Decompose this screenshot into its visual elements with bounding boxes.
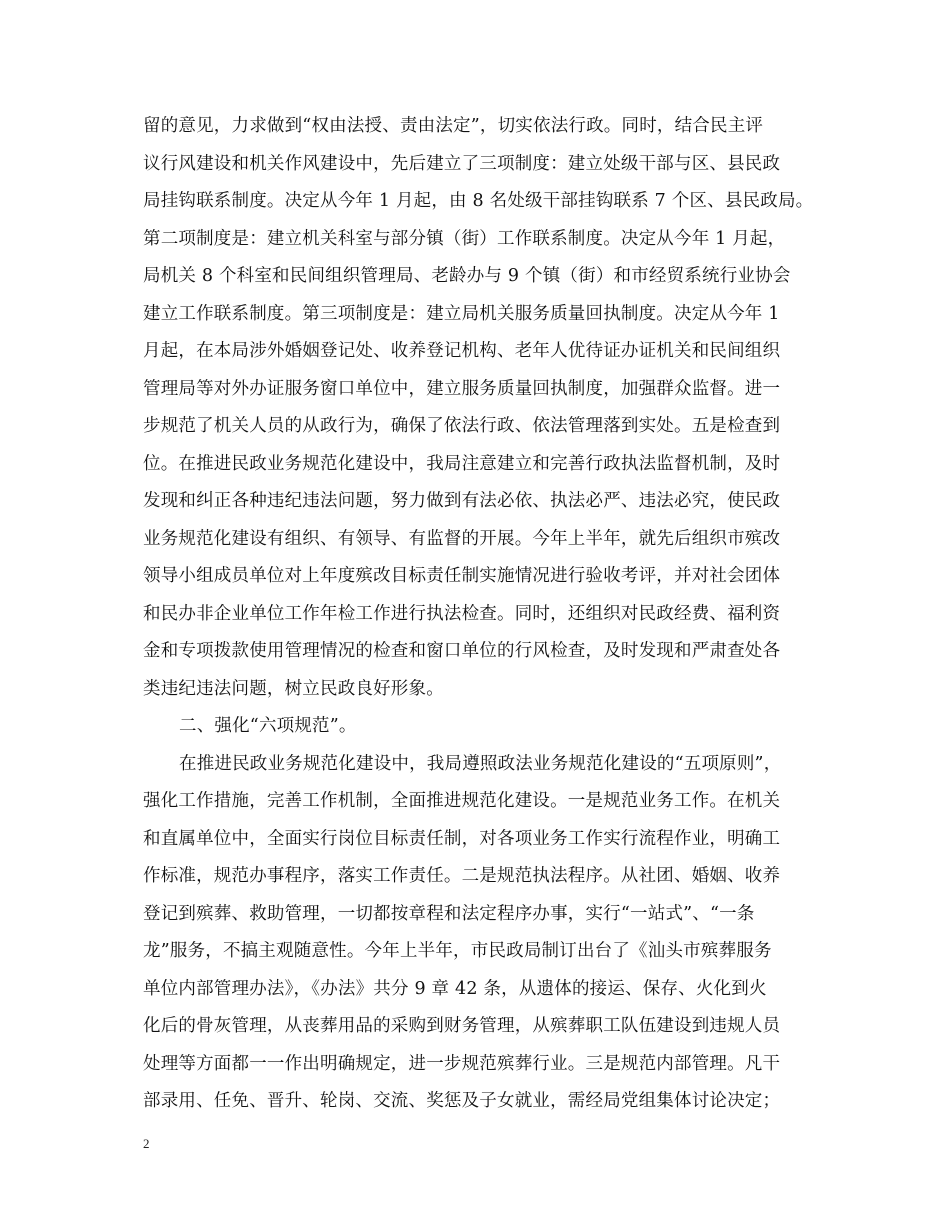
- section-heading: 二、强化“六项规范”。: [179, 716, 357, 736]
- text-line: 龙”服务，不搞主观随意性。今年上半年，市民政局制订出台了《汕头市殡葬服务: [143, 941, 772, 961]
- text-line: 化后的骨灰管理，从丧葬用品的采购到财务管理，从殡葬职工队伍建设到违规人员: [143, 1016, 781, 1036]
- text-line: 位。在推进民政业务规范化建设中，我局注意建立和完善行政执法监督机制，及时: [143, 453, 781, 474]
- page-number: 2: [143, 1136, 150, 1151]
- text-line: 强化工作措施，完善工作机制，全面推进规范化建设。一是规范业务工作。在机关: [143, 791, 781, 811]
- text-line: 登记到殡葬、救助管理，一切都按章程和法定程序办事，实行“一站式”、“一条: [143, 903, 755, 924]
- text-line: 作标准，规范办事程序，落实工作责任。二是规范执法程序。从社团、婚姻、收养: [143, 866, 781, 886]
- text-line: 发现和纠正各种违纪违法问题，努力做到有法必依、执法必严、违法必究，使民政: [143, 491, 781, 511]
- text-line: 局机关 8 个科室和民间组织管理局、老龄办与 9 个镇（街）和市经贸系统行业协会: [143, 266, 791, 286]
- text-line: 和直属单位中，全面实行岗位目标责任制，对各项业务工作实行流程作业，明确工: [143, 828, 781, 849]
- text-line: 业务规范化建设有组织、有领导、有监督的开展。今年上半年，就先后组织市殡改: [143, 528, 781, 549]
- text-line: 局挂钩联系制度。决定从今年 1 月起，由 8 名处级干部挂钩联系 7 个区、县民政局。: [143, 191, 814, 211]
- text-line: 管理局等对外办证服务窗口单位中，建立服务质量回执制度，加强群众监督。进一: [143, 378, 781, 399]
- text-line: 部录用、任免、晋升、轮岗、交流、奖惩及子女就业，需经局党组集体讨论决定；: [143, 1091, 781, 1111]
- text-line: 建立工作联系制度。第三项制度是：建立局机关服务质量回执制度。决定从今年 1: [143, 303, 780, 324]
- text-line: 单位内部管理办法》，《办法》共分 9 章 42 条，从遗体的接运、保存、火化到火: [143, 978, 767, 999]
- document-body: [143, 108, 823, 1121]
- text-line: 留的意见，力求做到“权由法授、责由法定”，切实依法行政。同时，结合民主评: [143, 116, 764, 136]
- text-line: 月起，在本局涉外婚姻登记处、收养登记机构、老年人优待证办证机关和民间组织: [143, 341, 781, 361]
- text-line: 处理等方面都一一作出明确规定，进一步规范殡葬行业。三是规范内部管理。凡干: [143, 1053, 781, 1074]
- text-line: 金和专项拨款使用管理情况的检查和窗口单位的行风检查，及时发现和严肃查处各: [143, 641, 781, 661]
- text-line: 在推进民政业务规范化建设中，我局遵照政法业务规范化建设的“五项原则”，: [179, 753, 782, 774]
- text-line: 领导小组成员单位对上年度殡改目标责任制实施情况进行验收考评，并对社会团体: [143, 566, 781, 586]
- text-line: 步规范了机关人员的从政行为，确保了依法行政、依法管理落到实处。五是检查到: [143, 416, 781, 436]
- text-line: 类违纪违法问题，树立民政良好形象。: [143, 678, 444, 699]
- text-line: 议行风建设和机关作风建设中，先后建立了三项制度：建立处级干部与区、县民政: [143, 153, 781, 174]
- text-line: 和民办非企业单位工作年检工作进行执法检查。同时，还组织对民政经费、福利资: [143, 603, 781, 624]
- text-line: 第二项制度是：建立机关科室与部分镇（街）工作联系制度。决定从今年 1 月起，: [143, 228, 786, 249]
